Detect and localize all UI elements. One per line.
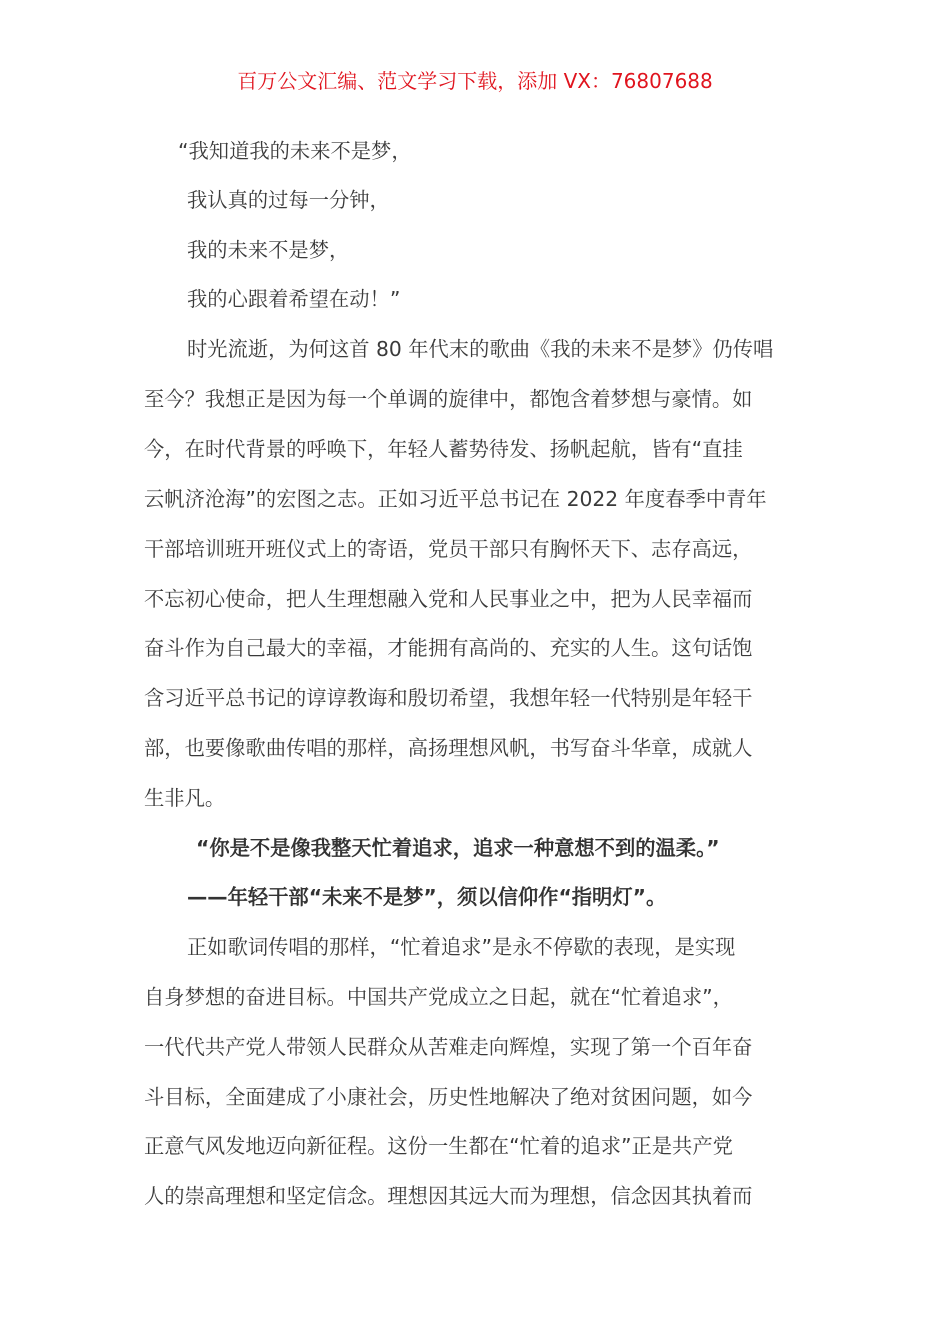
paragraph-line: 正如歌词传唱的那样，“忙着追求”是永不停歇的表现，是实现 — [187, 935, 736, 959]
paragraph-line: 部，也要像歌曲传唱的那样，高扬理想风帆，书写奋斗华章，成就人 — [144, 736, 753, 760]
section-quote-heading: “你是不是像我整天忙着追求，追求一种意想不到的温柔。” — [196, 836, 720, 860]
paragraph-line: 一代代共产党人带领人民群众从苦难走向辉煌，实现了第一个百年奋 — [144, 1035, 753, 1059]
paragraph-line: 至今？我想正是因为每一个单调的旋律中，都饱含着梦想与豪情。如 — [144, 387, 753, 411]
paragraph-line: 今，在时代背景的呼唤下，年轻人蓄势待发、扬帆起航，皆有“直挂 — [144, 437, 743, 461]
paragraph-line: 自身梦想的奋进目标。中国共产党成立之日起，就在“忙着追求”， — [144, 985, 733, 1009]
lyric-line: 我的心跟着希望在动！” — [187, 287, 401, 311]
lyric-line: 我认真的过每一分钟， — [187, 188, 390, 212]
paragraph-line: 云帆济沧海”的宏图之志。正如习近平总书记在 2022 年度春季中青年 — [144, 487, 767, 511]
paragraph-line: 生非凡。 — [144, 786, 226, 810]
paragraph-line: 干部培训班开班仪式上的寄语，党员干部只有胸怀天下、志存高远， — [144, 537, 753, 561]
paragraph-line: 正意气风发地迈向新征程。这份一生都在“忙着的追求”正是共产党 — [144, 1134, 733, 1158]
paragraph-line: 斗目标，全面建成了小康社会，历史性地解决了绝对贫困问题，如今 — [144, 1085, 753, 1109]
lyric-line: “我知道我的未来不是梦， — [178, 139, 412, 163]
paragraph-line: 人的崇高理想和坚定信念。理想因其远大而为理想，信念因其执着而 — [144, 1184, 753, 1208]
paragraph-line: 含习近平总书记的谆谆教诲和殷切希望，我想年轻一代特别是年轻干 — [144, 686, 753, 710]
section-subheading: ——年轻干部“未来不是梦”，须以信仰作“指明灯”。 — [187, 885, 667, 909]
paragraph-line: 不忘初心使命，把人生理想融入党和人民事业之中，把为人民幸福而 — [144, 587, 753, 611]
paragraph-line: 时光流逝，为何这首 80 年代末的歌曲《我的未来不是梦》仍传唱 — [187, 337, 774, 361]
watermark-header: 百万公文汇编、范文学习下载，添加 VX：76807688 — [237, 69, 713, 93]
lyric-line: 我的未来不是梦， — [187, 238, 350, 262]
paragraph-line: 奋斗作为自己最大的幸福，才能拥有高尚的、充实的人生。这句话饱 — [144, 636, 753, 660]
